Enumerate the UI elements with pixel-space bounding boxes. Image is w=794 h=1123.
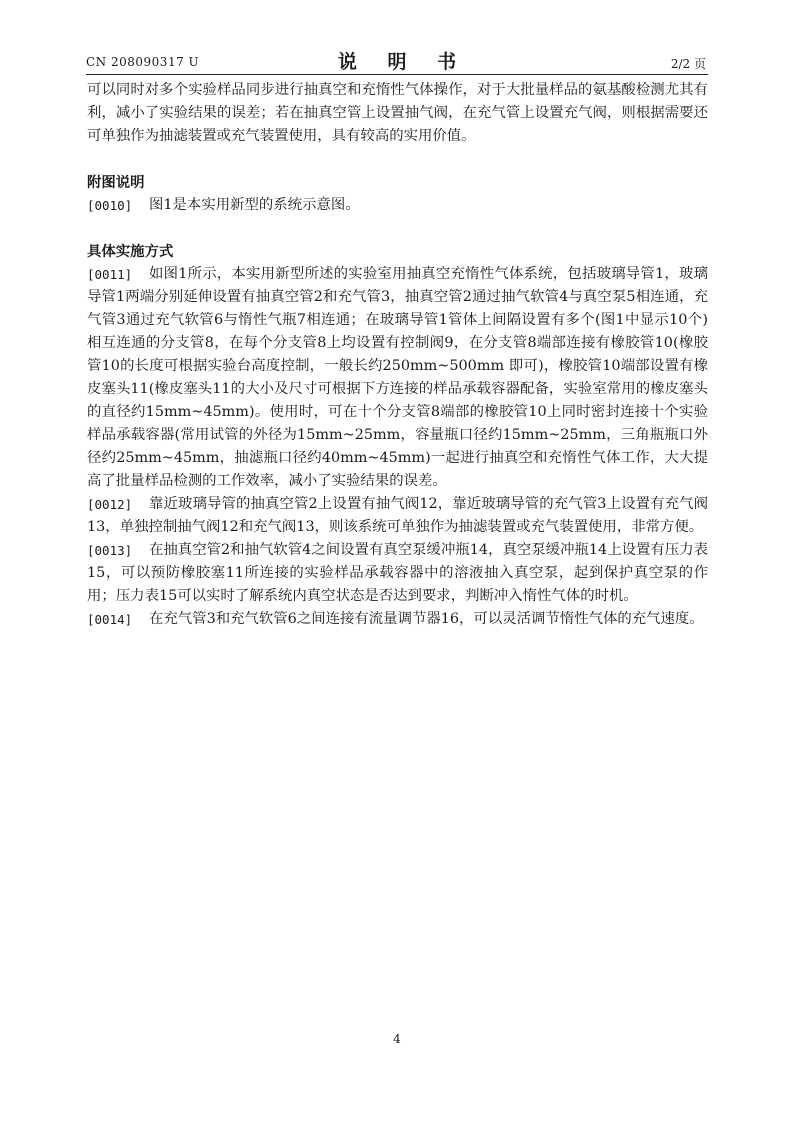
paragraph-text: 靠近玻璃导管的抽真空管2上设置有抽气阀12，靠近玻璃导管的充气管3上设置有充气阀13，单独控制抽气阀12和充气阀13，则该系统可单独作为抽滤装置或充气装置使用，非常方便。 bbox=[87, 496, 708, 535]
document-body bbox=[87, 79, 708, 631]
paragraph bbox=[87, 263, 708, 493]
section-heading-figures: 附图说明 bbox=[87, 174, 145, 191]
paragraph-number: [0011] bbox=[87, 267, 133, 282]
page-count: 2/2 页 bbox=[670, 57, 706, 71]
paragraph-text: 图1是本实用新型的系统示意图。 bbox=[149, 197, 360, 213]
paragraph bbox=[87, 608, 708, 631]
page-header bbox=[86, 46, 708, 72]
paragraph-number: [0010] bbox=[87, 198, 133, 213]
paragraph bbox=[87, 539, 708, 608]
intro-paragraph: 可以同时对多个实验样品同步进行抽真空和充惰性气体操作，对于大批量样品的氨基酸检测尤其有利，减小了实验结果的误差；若在抽真空管上设置抽气阀，在充气管上设置充气阀，则根据需要还可单独作为抽滤装置或充气装置使用，具有较高的实用价值。 bbox=[87, 82, 708, 144]
paragraph-text: 在充气管3和充气软管6之间连接有流量调节器16，可以灵活调节惰性气体的充气速度。 bbox=[149, 611, 704, 627]
document-id: CN 208090317 U bbox=[86, 55, 200, 69]
paragraph-number: [0014] bbox=[87, 612, 133, 627]
paragraph bbox=[87, 194, 708, 217]
header-divider bbox=[86, 74, 708, 75]
section-heading-embodiment: 具体实施方式 bbox=[87, 243, 174, 260]
page-number: 4 bbox=[393, 1032, 401, 1046]
paragraph bbox=[87, 493, 708, 539]
paragraph-number: [0012] bbox=[87, 497, 133, 512]
paragraph-number: [0013] bbox=[87, 543, 133, 558]
page-title: 说 明 书 bbox=[337, 51, 469, 73]
paragraph-text: 在抽真空管2和抽气软管4之间设置有真空泵缓冲瓶14，真空泵缓冲瓶14上设置有压力表15，可以预防橡胶塞11所连接的实验样品承载容器中的溶液抽入真空泵，起到保护真空泵的作用；压力表15可以实时了解系统内真空状态是否达到要求，判断冲入惰性气体的时机。 bbox=[87, 542, 708, 604]
paragraph-text: 如图1所示，本实用新型所述的实验室用抽真空充惰性气体系统，包括玻璃导管1，玻璃导管1两端分别延伸设置有抽真空管2和充气管3，抽真空管2通过抽气软管4与真空泵5相连通，充气管3通过充气软管6与惰性气瓶7相连通；在玻璃导管1管体上间隔设置有多个(图1中显示10个)相互连通的分支管8，在每个分支管8上均设置有控制阀9，在分支管8端部连接有橡胶管10(橡胶管10的长度可根据实验台高度控制，一般长约250mm~500mm 即可)，橡胶管10端部设置有橡皮塞头11(橡皮塞头11的大小及尺寸可根据下方连接的样品承载容器配备，实验室常用的橡皮塞头的直径约15mm~45mm)。使用时，可在十个分支管8端部的橡胶管10上同时密封连接十个实验样品承载容器(常用试管的外径为15mm~25mm，容量瓶口径约15mm~25mm，三角瓶瓶口外径约25mm~45mm，抽滤瓶口径约40mm~45mm)一起进行抽真空和充惰性气体工作，大大提高了批量样品检测的工作效率，减小了实验结果的误差。 bbox=[87, 266, 709, 489]
